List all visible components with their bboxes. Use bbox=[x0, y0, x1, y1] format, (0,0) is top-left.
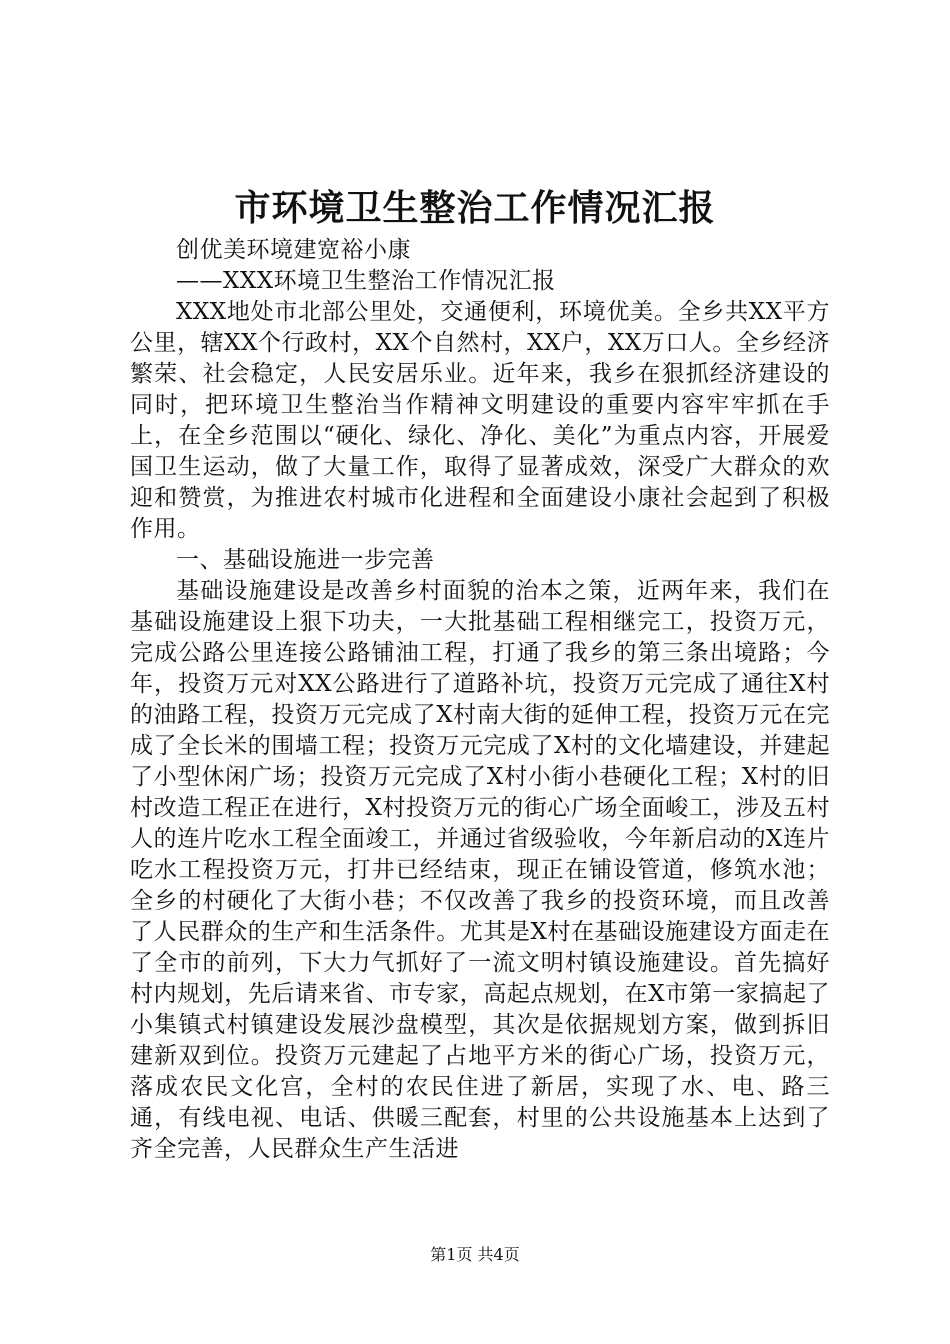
section-heading: 一、基础设施进一步完善 bbox=[176, 547, 435, 573]
section-paragraph: 基础设施建设是改善乡村面貌的治本之策，近两年来，我们在基础设施建设上狠下功夫，一大批基础工程相继完工，投资万元，完成公路公里连接公路铺油工程，打通了我乡的第三条出境路；今年，投资万元对XX公路进行了道路补坑，投资万元完成了通往X村的油路工程，投资万元完成了X村南大街的延伸工程，投资万元在完成了全长米的围墙工程；投资万元完成了X村的文化墙建设，并建起了小型休闲广场；投资万元完成了X村小街小巷硬化工程；X村的旧村改造工程正在进行，X村投资万元的街心广场全面峻工，涉及五村人的连片吃水工程全面竣工，并通过省级验收，今年新启动的X连片吃水工程投资万元，打井已经结束，现正在铺设管道，修筑水池；全乡的村硬化了大街小巷；不仅改善了我乡的投资环境，而且改善了人民群众的生产和生活条件。尤其是X村在基础设施建设方面走在了全市的前列，下大力气抓好了一流文明村镇设施建设。首先搞好村内规划，先后请来省、市专家，高起点规划，在X市第一家搞起了小集镇式村镇建设发展沙盘模型，其次是依据规划方案，做到拆旧建新双到位。投资万元建起了占地平方米的街心广场，投资万元，落成农民文化宫，全村的农民住进了新居，实现了水、电、路三通，有线电视、电话、供暖三配套，村里的公共设施基本上达到了齐全完善，人民群众生产生活进 bbox=[130, 578, 830, 1162]
document-body bbox=[130, 235, 830, 1165]
intro-paragraph: XXX地处市北部公里处，交通便利，环境优美。全乡共XX平方公里，辖XX个行政村，XX个自然村，XX户，XX万口人。全乡经济繁荣、社会稳定，人民安居乐业。近年来，我乡在狠抓经济建设的同时，把环境卫生整治当作精神文明建设的重要内容牢牢抓在手上，在全乡范围以“硬化、绿化、净化、美化”为重点内容，开展爱国卫生运动，做了大量工作，取得了显著成效，深受广大群众的欢迎和赞赏，为推进农村城市化进程和全面建设小康社会起到了积极作用。 bbox=[130, 299, 830, 542]
page-footer: 第1页 共4页 bbox=[430, 1245, 520, 1264]
subtitle-line: 创优美环境建宽裕小康 bbox=[176, 237, 411, 263]
document-title: 市环境卫生整治工作情况汇报 bbox=[234, 187, 716, 229]
subtitle-subline: ——XXX环境卫生整治工作情况汇报 bbox=[176, 268, 556, 294]
